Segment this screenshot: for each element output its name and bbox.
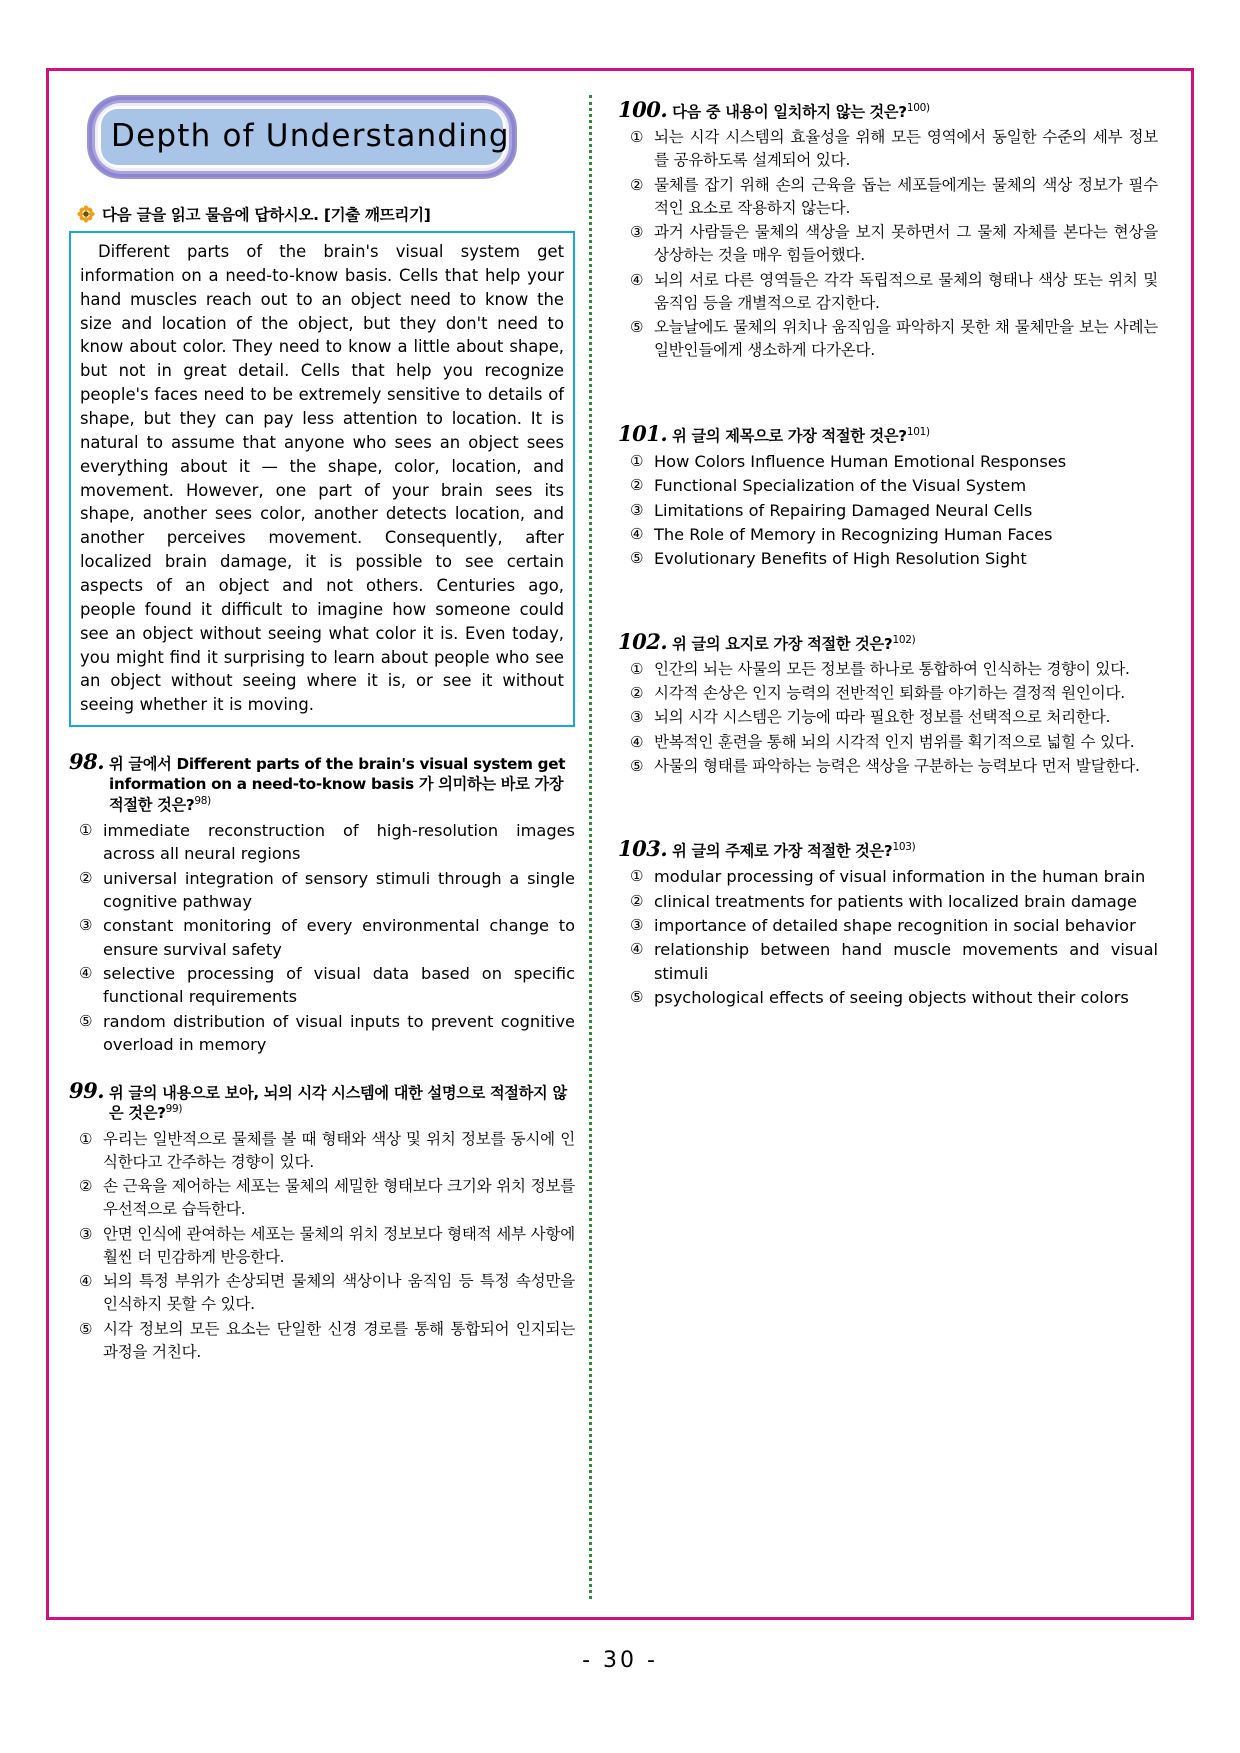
question-98-choices [79, 819, 575, 1056]
choice-label: psychological effects of seeing objects without their colors [654, 987, 1129, 1007]
question-103 [618, 836, 1158, 1009]
choice-item[interactable] [630, 914, 1158, 937]
page-frame [46, 68, 1194, 1620]
question-101-stem [672, 426, 1158, 446]
choice-item[interactable] [630, 269, 1158, 316]
flower-icon [77, 205, 95, 223]
choice-label: modular processing of visual information in the human brain [654, 867, 1146, 887]
choice-item[interactable] [630, 499, 1158, 522]
choice-marker: ② [79, 1177, 93, 1196]
right-column [610, 87, 1158, 1009]
question-100-number: 100. [618, 97, 668, 122]
choice-marker: ④ [630, 270, 644, 289]
choice-label: universal integration of sensory stimuli through a single cognitive pathway [103, 868, 575, 911]
choice-label: 물체를 잡기 위해 손의 근육을 돕는 세포들에게는 물체의 색상 정보가 필수적인 요소로 작용하지 않는다. [654, 175, 1158, 217]
question-98-number: 98. [69, 749, 105, 775]
choice-label: random distribution of visual inputs to prevent cognitive overload in memory [103, 1011, 575, 1054]
choice-marker: ② [630, 891, 644, 910]
choice-marker: ④ [630, 732, 644, 751]
question-99-stem-l1: 위 글의 내용으로 보아, 뇌의 시각 시스템에 대한 설명으로 적절하지 [109, 1084, 548, 1103]
choice-marker: ① [630, 867, 644, 886]
choice-label: 시각적 손상은 인지 능력의 전반적인 퇴화를 야기하는 결정적 원인이다. [654, 684, 1125, 703]
question-101-footnote: 101) [906, 425, 930, 438]
choice-item[interactable] [630, 316, 1158, 363]
question-101-head [618, 421, 1158, 446]
banner-ring-4 [98, 106, 510, 168]
choice-marker: ④ [79, 963, 93, 982]
banner-title-text: Depth of Understanding [111, 118, 510, 154]
choice-marker: ④ [630, 940, 644, 959]
question-99-stem-l2: 않은 것은? [109, 1084, 567, 1123]
choice-item[interactable] [79, 914, 575, 961]
title-banner [87, 95, 517, 179]
choice-label: 손 근육을 제어하는 세포는 물체의 세밀한 형태보다 크기와 위치 정보를 우선적으로 습득한다. [103, 1177, 575, 1219]
banner-ring-outer [87, 95, 517, 179]
question-99-footnote: 99) [165, 1103, 183, 1116]
choice-item[interactable] [630, 658, 1158, 681]
choice-marker: ① [630, 659, 644, 678]
question-101 [618, 421, 1158, 571]
choice-item[interactable] [630, 755, 1158, 778]
question-98 [69, 749, 575, 1056]
banner-ring-2 [92, 100, 512, 174]
choice-label: Functional Specialization of the Visual System [654, 476, 1027, 496]
choice-item[interactable] [630, 986, 1158, 1009]
question-99 [69, 1078, 575, 1364]
question-101-stem-l1: 위 글의 제목으로 가장 적절한 것은? [672, 426, 907, 445]
choice-item[interactable] [79, 1270, 575, 1317]
choice-label: selective processing of visual data based on specific functional requirements [103, 963, 575, 1007]
question-102 [618, 629, 1158, 778]
choice-marker: ① [79, 820, 93, 839]
choice-item[interactable] [630, 450, 1158, 473]
question-99-choices [79, 1128, 575, 1365]
question-98-stem-l3: 적절한 것은? [109, 795, 195, 814]
choice-item[interactable] [630, 126, 1158, 173]
choice-item[interactable] [630, 523, 1158, 546]
question-100-stem [672, 102, 1158, 122]
choice-item[interactable] [79, 1223, 575, 1270]
choice-label: 시각 정보의 모든 요소는 단일한 신경 경로를 통해 통합되어 인지되는 과정을 거친다. [103, 1319, 575, 1361]
choice-label: How Colors Influence Human Emotional Responses [654, 451, 1067, 471]
choice-label: 안면 인식에 관여하는 세포는 물체의 위치 정보보다 형태적 세부 사항에 훨씬 더 민감하게 반응한다. [103, 1224, 575, 1266]
choice-item[interactable] [79, 1318, 575, 1365]
choice-marker: ⑤ [630, 987, 644, 1006]
choice-label: The Role of Memory in Recognizing Human Faces [654, 524, 1053, 544]
question-101-number: 101. [618, 420, 668, 446]
choice-item[interactable] [79, 962, 575, 1009]
question-100-footnote: 100) [906, 101, 930, 114]
choice-marker: ③ [79, 916, 93, 935]
choice-marker: ① [79, 1129, 93, 1148]
question-98-footnote: 98) [194, 794, 211, 807]
choice-item[interactable] [630, 865, 1158, 888]
choice-item[interactable] [79, 867, 575, 914]
choice-marker: ⑤ [630, 318, 644, 337]
choice-marker: ⑤ [79, 1319, 93, 1338]
choice-item[interactable] [630, 474, 1158, 497]
question-102-footnote: 102) [892, 633, 916, 646]
choice-label: 뇌는 시각 시스템의 효율성을 위해 모든 영역에서 동일한 수준의 세부 정보를 공유하도록 설계되어 있다. [654, 128, 1158, 170]
choice-marker: ④ [630, 524, 644, 543]
page-footer [0, 1648, 1240, 1673]
choice-marker: ③ [630, 915, 644, 934]
choice-item[interactable] [630, 221, 1158, 268]
question-103-number: 103. [618, 836, 668, 862]
choice-label: Evolutionary Benefits of High Resolution Sight [654, 549, 1027, 569]
choice-label: relationship between hand muscle movements and visual stimuli [654, 940, 1158, 983]
question-103-stem [672, 841, 1158, 861]
choice-marker: ⑤ [630, 756, 644, 775]
choice-marker: ② [630, 684, 644, 703]
question-103-choices [630, 865, 1158, 1009]
choice-marker: ① [630, 128, 644, 147]
passage-text: Different parts of the brain's visual system get information on a need-to-know basis. Cells that help your hand muscles reach out to an object need to know the size and location of the object, but they don't need to know about color. They need to know a little about shape, but not in great detail. Cells that help you recognize people's faces need to be extremely sensitive to details of shape, but they can pay less attention to location. It is natural to assume that anyone who sees an object sees everything about it — the shape, color, location, and movement. However, one part of your brain sees its shape, another sees color, another detects location, and another perceives movement. Consequently, after localized brain damage, it is possible to see certain aspects of an object and not others. Centuries ago, people found it difficult to imagine how someone could see an object without seeing what color it is. Even today, you might find it surprising to learn about people who see an object without seeing where it is, or see it without seeing whether it is moving. [80, 242, 564, 715]
choice-label: Limitations of Repairing Damaged Neural Cells [654, 500, 1033, 520]
banner-ring-3 [95, 103, 509, 171]
left-column [69, 87, 589, 1364]
column-divider [589, 95, 594, 1599]
question-99-stem [109, 1083, 575, 1124]
choice-marker: ③ [79, 1224, 93, 1243]
question-98-stem-l1: 위 글에서 Different parts of the brain's visual system get [109, 755, 566, 774]
question-98-stem-l2: information on a need-to-know basis 가 의미하는 바로 가장 [109, 775, 564, 794]
question-102-stem-l1: 위 글의 요지로 가장 적절한 것은? [672, 634, 893, 653]
choice-label: immediate reconstruction of high-resolution images across all neural regions [103, 820, 575, 864]
question-102-number: 102. [618, 628, 668, 654]
question-100-head [618, 97, 1158, 122]
choice-label: constant monitoring of every environmental change to ensure survival safety [103, 916, 575, 959]
choice-item[interactable] [79, 1128, 575, 1175]
choice-label: 뇌의 특정 부위가 손상되면 물체의 색상이나 움직임 등 특정 속성만을 인식하지 못할 수 있다. [103, 1272, 575, 1314]
question-98-stem [109, 754, 575, 815]
question-102-head [618, 629, 1158, 654]
choice-item[interactable] [630, 682, 1158, 705]
banner-inner [100, 108, 510, 166]
choice-marker: ② [79, 868, 93, 887]
choice-label: 뇌의 서로 다른 영역들은 각각 독립적으로 물체의 형태나 색상 또는 위치 및 움직임 등을 개별적으로 감지한다. [654, 270, 1158, 312]
question-103-head [618, 836, 1158, 861]
passage-box [69, 231, 575, 727]
question-100 [618, 97, 1158, 363]
choice-marker: ② [630, 476, 644, 495]
choice-item[interactable] [630, 706, 1158, 729]
choice-label: clinical treatments for patients with localized brain damage [654, 891, 1137, 911]
choice-marker: ④ [79, 1272, 93, 1291]
question-98-head [69, 749, 575, 815]
choice-item[interactable] [79, 1175, 575, 1222]
choice-item[interactable] [79, 819, 575, 866]
choice-item[interactable] [630, 547, 1158, 570]
choice-label: importance of detailed shape recognition in social behavior [654, 915, 1136, 935]
question-99-head [69, 1078, 575, 1124]
choice-marker: ③ [630, 223, 644, 242]
choice-marker: ③ [630, 708, 644, 727]
choice-marker: ⑤ [630, 549, 644, 568]
choice-item[interactable] [630, 731, 1158, 754]
question-102-choices [630, 658, 1158, 778]
choice-item[interactable] [630, 174, 1158, 221]
question-101-choices [630, 450, 1158, 571]
choice-marker: ③ [630, 500, 644, 519]
choice-label: 우리는 일반적으로 물체를 볼 때 형태와 색상 및 위치 정보를 동시에 인식한다고 간주하는 경향이 있다. [103, 1129, 575, 1171]
question-103-stem-l1: 위 글의 주제로 가장 적절한 것은? [672, 842, 893, 861]
question-100-choices [630, 126, 1158, 363]
choice-marker: ⑤ [79, 1011, 93, 1030]
choice-label: 사물의 형태를 파악하는 능력은 색상을 구분하는 능력보다 먼저 발달한다. [654, 756, 1140, 775]
page-content [49, 71, 1191, 1617]
choice-label: 인간의 뇌는 사물의 모든 정보를 하나로 통합하여 인식하는 경향이 있다. [654, 659, 1130, 678]
choice-item[interactable] [630, 938, 1158, 985]
choice-item[interactable] [630, 890, 1158, 913]
choice-label: 반복적인 훈련을 통해 뇌의 시각적 인지 범위를 획기적으로 넓힐 수 있다. [654, 732, 1135, 751]
choice-marker: ① [630, 451, 644, 470]
choice-item[interactable] [79, 1010, 575, 1057]
question-102-stem [672, 634, 1158, 654]
choice-label: 뇌의 시각 시스템은 기능에 따라 필요한 정보를 선택적으로 처리한다. [654, 708, 1111, 727]
question-100-stem-l1: 다음 중 내용이 일치하지 않는 것은? [672, 103, 907, 121]
choice-marker: ② [630, 175, 644, 194]
question-99-number: 99. [69, 1078, 105, 1104]
choice-label: 오늘날에도 물체의 위치나 움직임을 파악하지 못한 채 물체만을 보는 사례는 일반인들에게 생소하게 다가온다. [654, 318, 1158, 360]
choice-label: 과거 사람들은 물체의 색상을 보지 못하면서 그 물체 자체를 본다는 현상을 상상하는 것을 매우 힘들어했다. [654, 223, 1158, 265]
question-103-footnote: 103) [892, 840, 916, 853]
instruction-row [77, 203, 575, 225]
page-number: - 30 - [582, 1648, 658, 1673]
instruction-text: 다음 글을 읽고 물음에 답하시오. [기출 깨뜨리기] [102, 206, 431, 224]
